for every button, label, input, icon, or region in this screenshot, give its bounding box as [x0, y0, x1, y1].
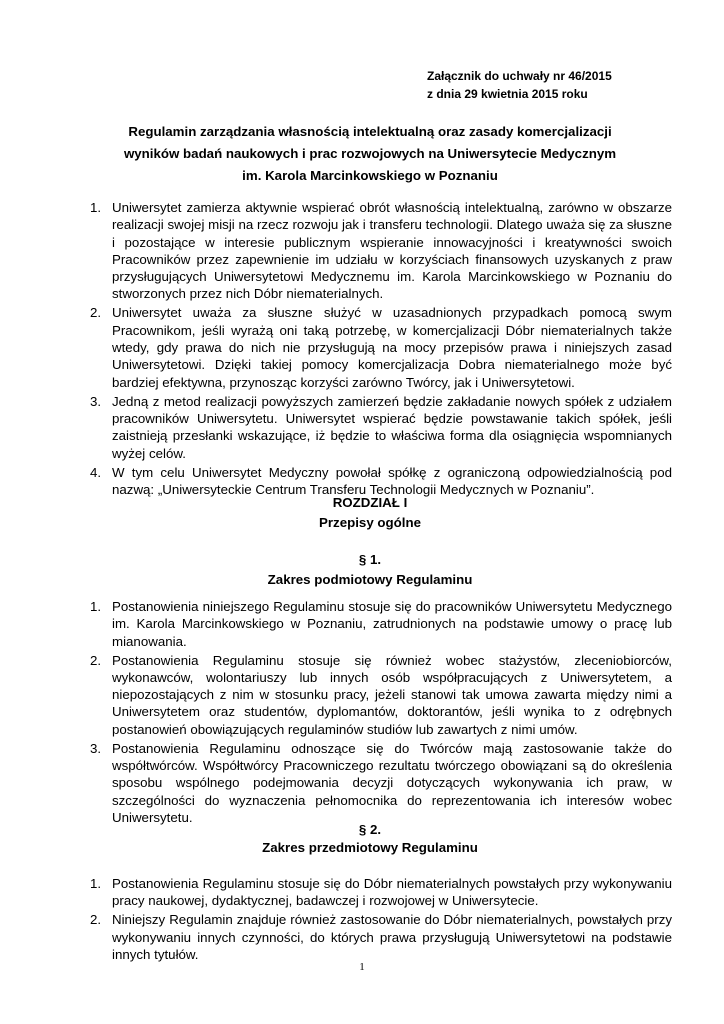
list-item [90, 740, 672, 826]
page-number: 1 [359, 961, 365, 973]
item-text: W tym celu Uniwersytet Medyczny powołał spółkę z ograniczoną odpowiedzialnością pod nazwą: „Uniwersyteckie Centrum Transferu Technologii Medycznych w Poznaniu”. [112, 464, 672, 497]
item-text: Jedną z metod realizacji powyższych zamierzeń będzie zakładanie nowych spółek z udziałem pracowników Uniwersytetu. Uniwersytet wspierać będzie powstawanie takich spółek, jeśli zaistnieją przesłanki wskazujące, iż będzie to właściwa forma dla osiągnięcia wspomnianych wyżej celów. [112, 393, 672, 461]
paragraph-2-subtitle: Zakres przedmiotowy Regulaminu [262, 840, 478, 855]
list-item [90, 598, 672, 650]
annex-note [427, 67, 612, 103]
item-text: Postanowienia Regulaminu stosuje się do Dóbr niematerialnych powstałych przy wykonywaniu pracy naukowej, dydaktycznej, badawczej i rozwojowej w Uniwersytecie. [112, 876, 672, 909]
item-number: 2. [90, 912, 102, 928]
title-line-3: im. Karola Marcinkowskiego w Poznaniu [242, 168, 498, 183]
paragraph-2-list [90, 875, 672, 963]
item-text: Postanowienia Regulaminu odnoszące się do Twórców mają zastosowanie także do współtwórców. Współtwórcy Pracowniczego rezultatu twórczego obowiązani są do określenia sposobu wspólnego podejmowania decyzji dotyczących wykonywania ich praw, w szczególności do wyznaczenia pełnomocnika do reprezentowania ich interesów wobec Uniwersytetu. [112, 740, 672, 825]
paragraph-1-section [90, 598, 672, 828]
list-item [90, 875, 672, 910]
item-text: Uniwersytet zamierza aktywnie wspierać obrót własnością intelektualną, zarówno w obszarze realizacji swojej misji na rzecz rozwoju jak i transferu technologii. Dlatego uważa się za słuszne i pozostające w interesie publicznym wspieranie innowacyjności i kreatywności swoich Pracowników przez zapewnienie im udziału w korzyściach finansowych uzyskanych z praw przysługujących Uniwersytetowi Medycznemu im. Karola Marcinkowskiego w Poznaniu do stworzonych przez nich Dóbr niematerialnych. [112, 200, 672, 302]
item-number: 3. [90, 740, 102, 756]
item-number: 2. [90, 305, 102, 321]
annex-line-1: Załącznik do uchwały nr 46/2015 [427, 69, 612, 83]
intro-section [90, 199, 672, 500]
item-number: 3. [90, 393, 102, 409]
chapter-subtitle: Przepisy ogólne [319, 515, 421, 530]
item-number: 1. [90, 599, 102, 614]
paragraph-1-title: § 1. [358, 552, 382, 567]
item-number: 1. [90, 876, 102, 891]
list-item [90, 199, 672, 303]
document-title [100, 121, 640, 187]
paragraph-2-title: § 2. [358, 822, 382, 837]
paragraph-1-list [90, 598, 672, 826]
list-item [90, 393, 672, 462]
intro-list [90, 199, 672, 498]
title-line-2: wyników badań naukowych i prac rozwojowych na Uniwersytecie Medycznym [123, 146, 617, 161]
list-item [90, 652, 672, 738]
list-item [90, 911, 672, 963]
chapter-title: ROZDZIAŁ I [332, 495, 408, 510]
paragraph-2-section [90, 875, 672, 965]
paragraph-1-subtitle: Zakres podmiotowy Regulaminu [267, 572, 473, 587]
list-item [90, 304, 672, 390]
item-text: Postanowienia niniejszego Regulaminu stosuje się do pracowników Uniwersytetu Medycznego im. Karola Marcinkowskiego w Poznaniu, zatrudnionych na podstawie umowy o pracę lub mianowania. [112, 599, 672, 649]
title-line-1: Regulamin zarządzania własnością intelektualną oraz zasady komercjalizacji [128, 124, 612, 139]
item-number: 1. [90, 200, 102, 215]
item-text: Postanowienia Regulaminu stosuje się również wobec stażystów, zleceniobiorców, wykonawców, wolontariuszy lub innych osób współpracujących z Uniwersytetem, a niepozostających z nim w stosunku pracy, jeżeli stanowi tak umowa zawarta między nimi a Uniwersytetem oraz studentów, dyplomantów, doktorantów, jeśli wynika to z odrębnych postanowień obowiązujących regulaminów studiów lub zawartych z nimi umów. [112, 652, 672, 737]
item-text: Uniwersytet uważa za słuszne służyć w uzasadnionych przypadkach pomocą swym Pracownikom, jeśli wyrażą oni taką potrzebę, w komercjalizacji Dóbr niematerialnych także wtedy, gdy prawa do nich nie przysługują na mocy przepisów prawa i niniejszych zasad Uniwersytetowi. Dzięki takiej pomocy komercjalizacja Dobra niematerialnego może być bardziej efektywna, przynosząc korzyści zarówno Twórcy, jak i Uniwersytetowi. [112, 305, 672, 390]
item-number: 2. [90, 652, 102, 668]
annex-line-2: z dnia 29 kwietnia 2015 roku [427, 87, 588, 101]
item-number: 4. [90, 464, 102, 480]
item-text: Niniejszy Regulamin znajduje również zastosowanie do Dóbr niematerialnych, powstałych przy wykonywaniu innych czynności, do których prawa przysługują Uniwersytetowi na podstawie innych tytułów. [112, 912, 672, 962]
